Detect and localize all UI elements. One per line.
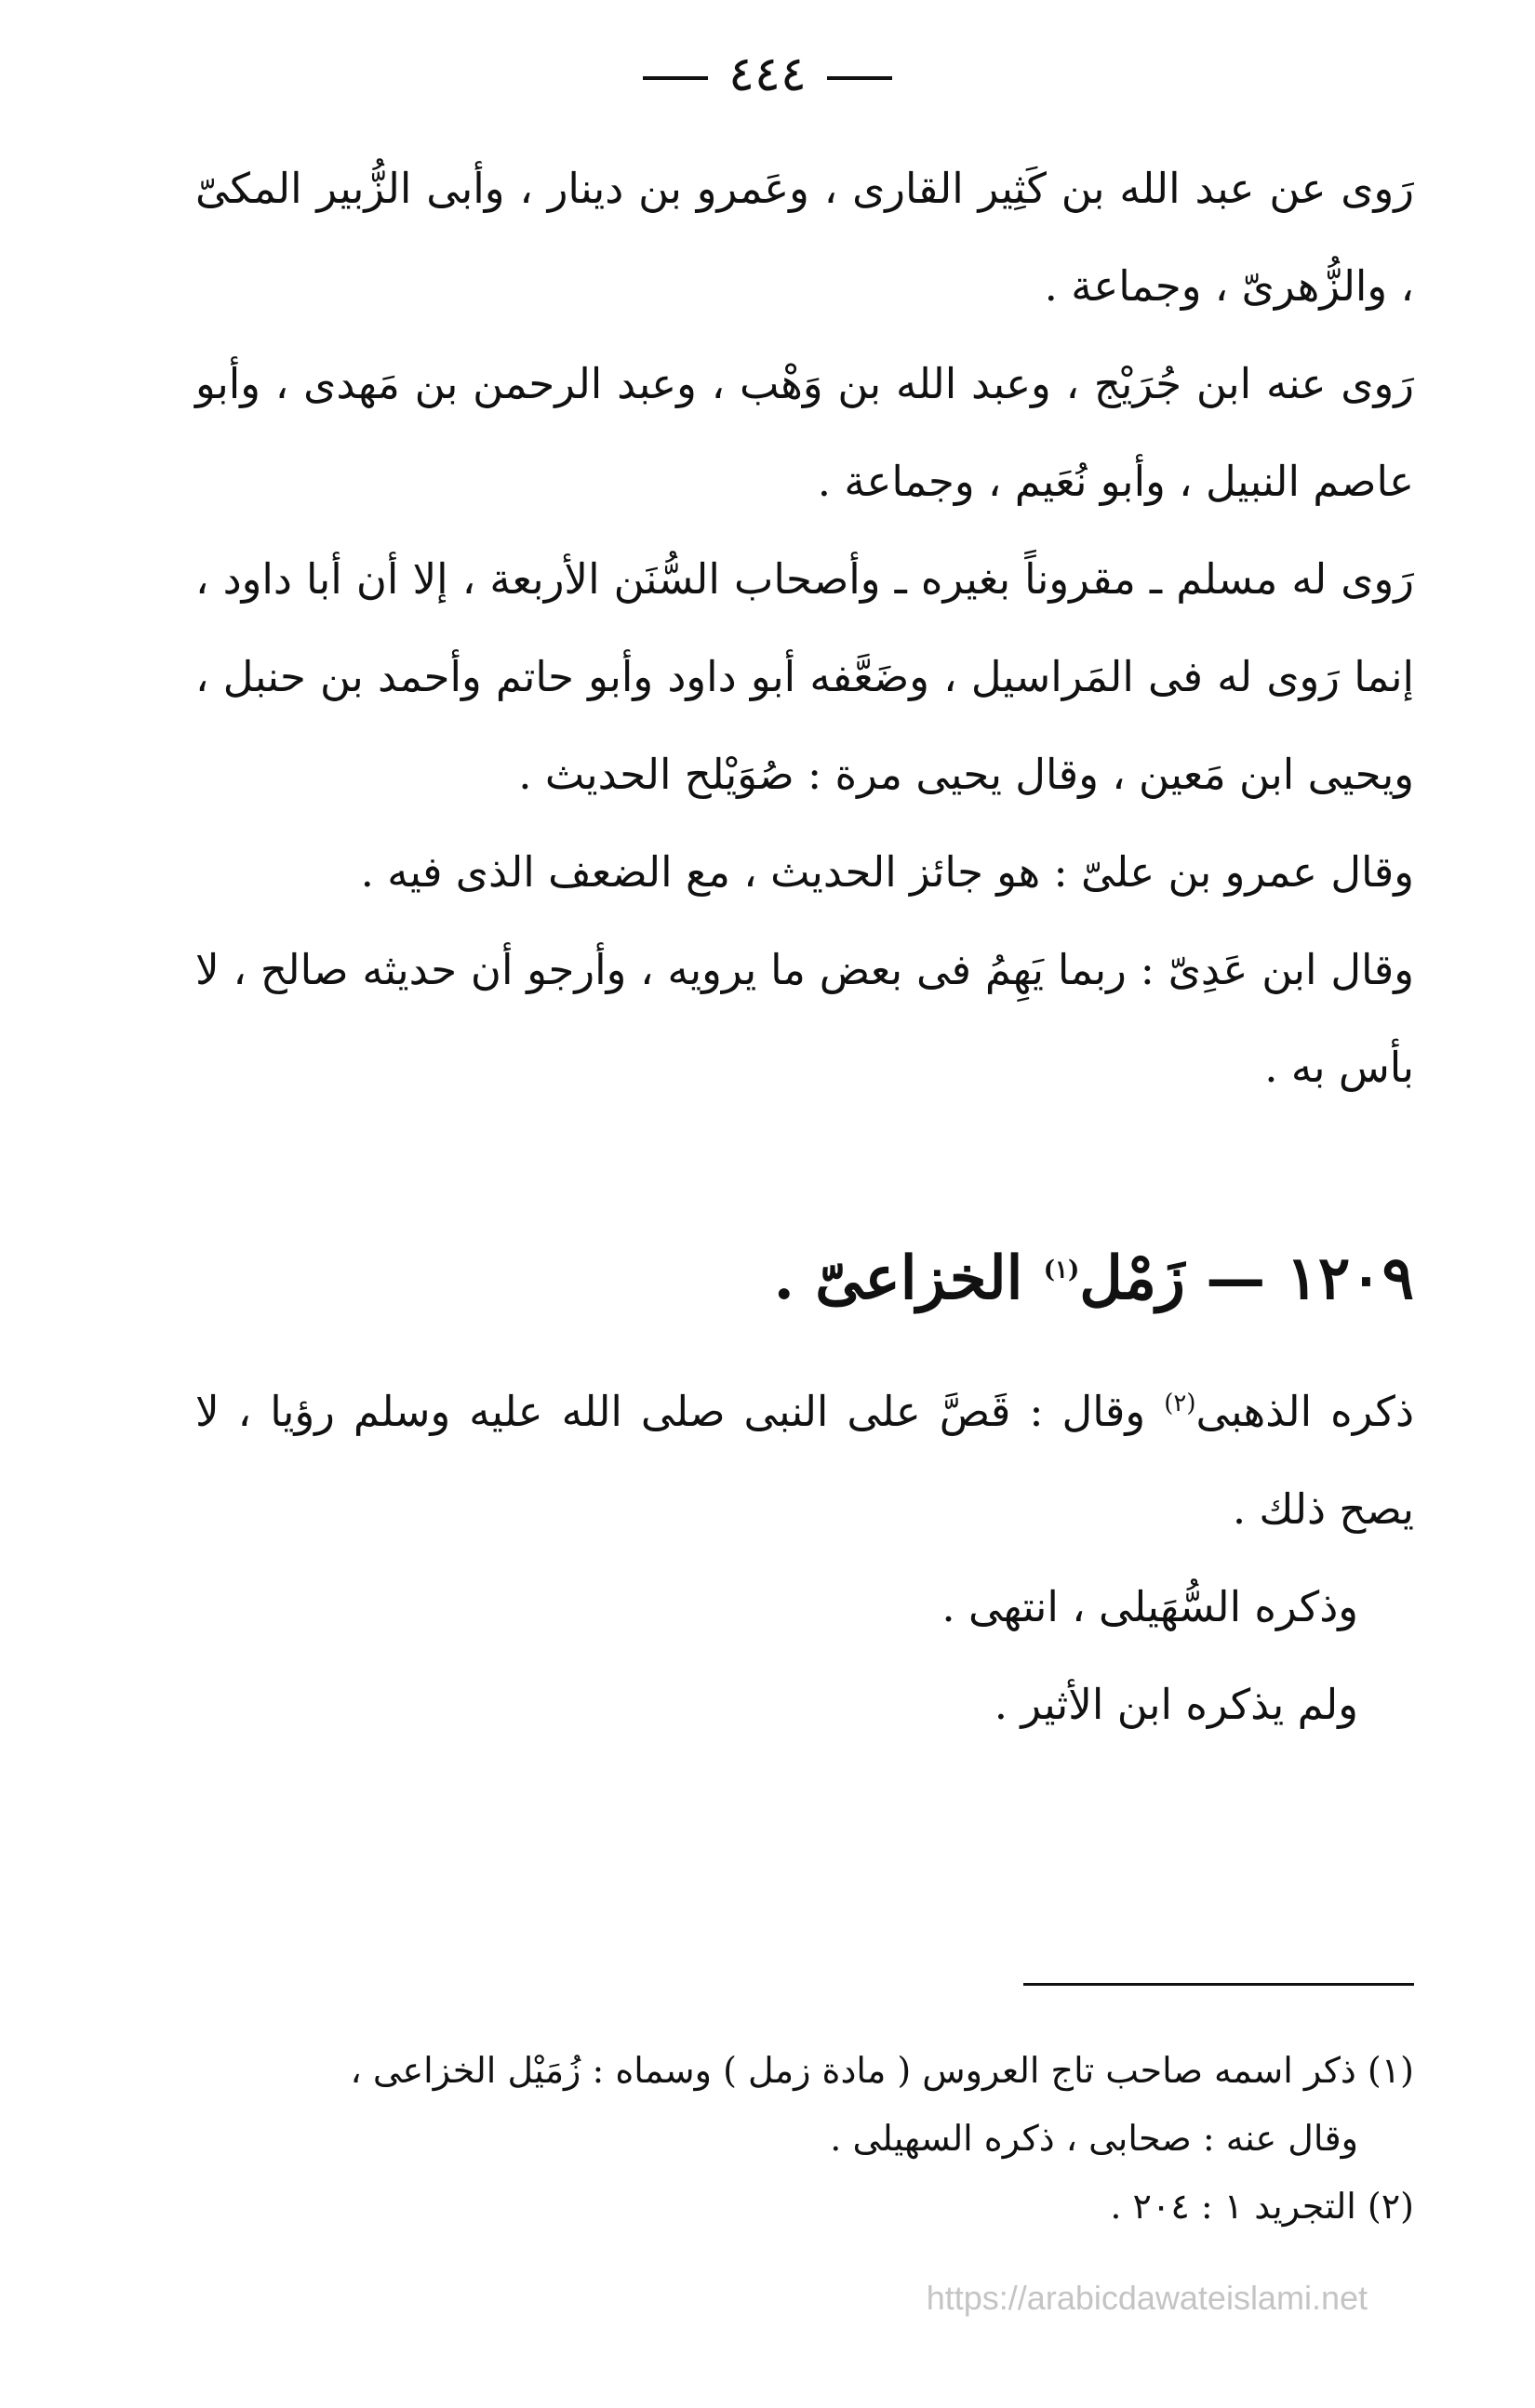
footnote-2: (٢) التجريد ١ : ٢٠٤ . [1110, 2186, 1414, 2227]
ibn-athir-paragraph: ولم يذكره ابن الأثير . [994, 1680, 1358, 1729]
amr-ibn-ali-opinion: وقال عمرو بن علىّ : هو جائز الحديث ، مع الضعف الذى فيه . [360, 847, 1414, 897]
entry-name: زَمْل [1079, 1244, 1185, 1313]
narration-status-paragraph: رَوى له مسلم ـ مقروناً بغيره ـ وأصحاب السُّنَن الأربعة ، إلا أن أبا داود ، إنما رَوى له فى المَراسيل ، وضَعَّفه أبو داود وأبو حاتم وأحمد بن حنبل ، ويحيى ابن مَعين ، وقال يحيى مرة : صُوَيْلح الحديث . [195, 554, 1414, 799]
dhahabi-text-cont: وقال : قَصَّ على النبى صلى الله عليه وسلم رؤيا ، لا يصح ذلك . [195, 1387, 1414, 1534]
page-number-dash-left [643, 76, 708, 80]
page-number [0, 47, 1535, 102]
dhahabi-footnote-ref: (٢) [1164, 1390, 1196, 1417]
dhahabi-paragraph [195, 1363, 1414, 1558]
entry-nisba: الخزاعىّ . [773, 1244, 1023, 1313]
biography-text [195, 140, 1414, 1116]
watermark-url: https://arabicdawateislami.net [926, 2279, 1368, 2317]
entry-heading [195, 1237, 1414, 1321]
ibn-adi-opinion: وقال ابن عَدِىّ : ربما يَهِمُ فى بعض ما يرويه ، وأرجو أن حديثه صالح ، لا بأس به . [195, 945, 1414, 1092]
entry-number: ١٢٠٩ [1286, 1244, 1414, 1313]
footnotes [195, 2037, 1414, 2241]
suhayli-paragraph: وذكره السُّهَيلى ، انتهى . [941, 1582, 1358, 1631]
footnote-divider [1023, 1983, 1414, 1986]
page-number-value: ٤٤٤ [728, 47, 807, 102]
narrated-by-paragraph: رَوى عنه ابن جُرَيْج ، وعبد الله بن وَهْب ، وعبد الرحمن بن مَهدى ، وأبو عاصم النبيل ، وأبو نُعَيم ، وجماعة . [195, 359, 1414, 506]
entry-footnote-ref: (١) [1043, 1256, 1080, 1284]
entry-dash: — [1206, 1244, 1266, 1313]
footnote-1: (١) ذكر اسمه صاحب تاج العروس ( مادة زمل ) وسماه : زُمَيْل الخزاعى ، [350, 2050, 1414, 2091]
page-number-dash-right [827, 76, 892, 80]
narrated-from-paragraph: رَوى عن عبد الله بن كَثِير القارى ، وعَمرو بن دينار ، وأبى الزُّبير المكىّ ، والزُّهرىّ ، وجماعة . [195, 164, 1414, 311]
footnote-1-continued: وقال عنه : صحابى ، ذكره السهيلى . [830, 2118, 1358, 2159]
entry-text [195, 1363, 1414, 1753]
dhahabi-text: ذكره الذهبى [1195, 1387, 1414, 1436]
